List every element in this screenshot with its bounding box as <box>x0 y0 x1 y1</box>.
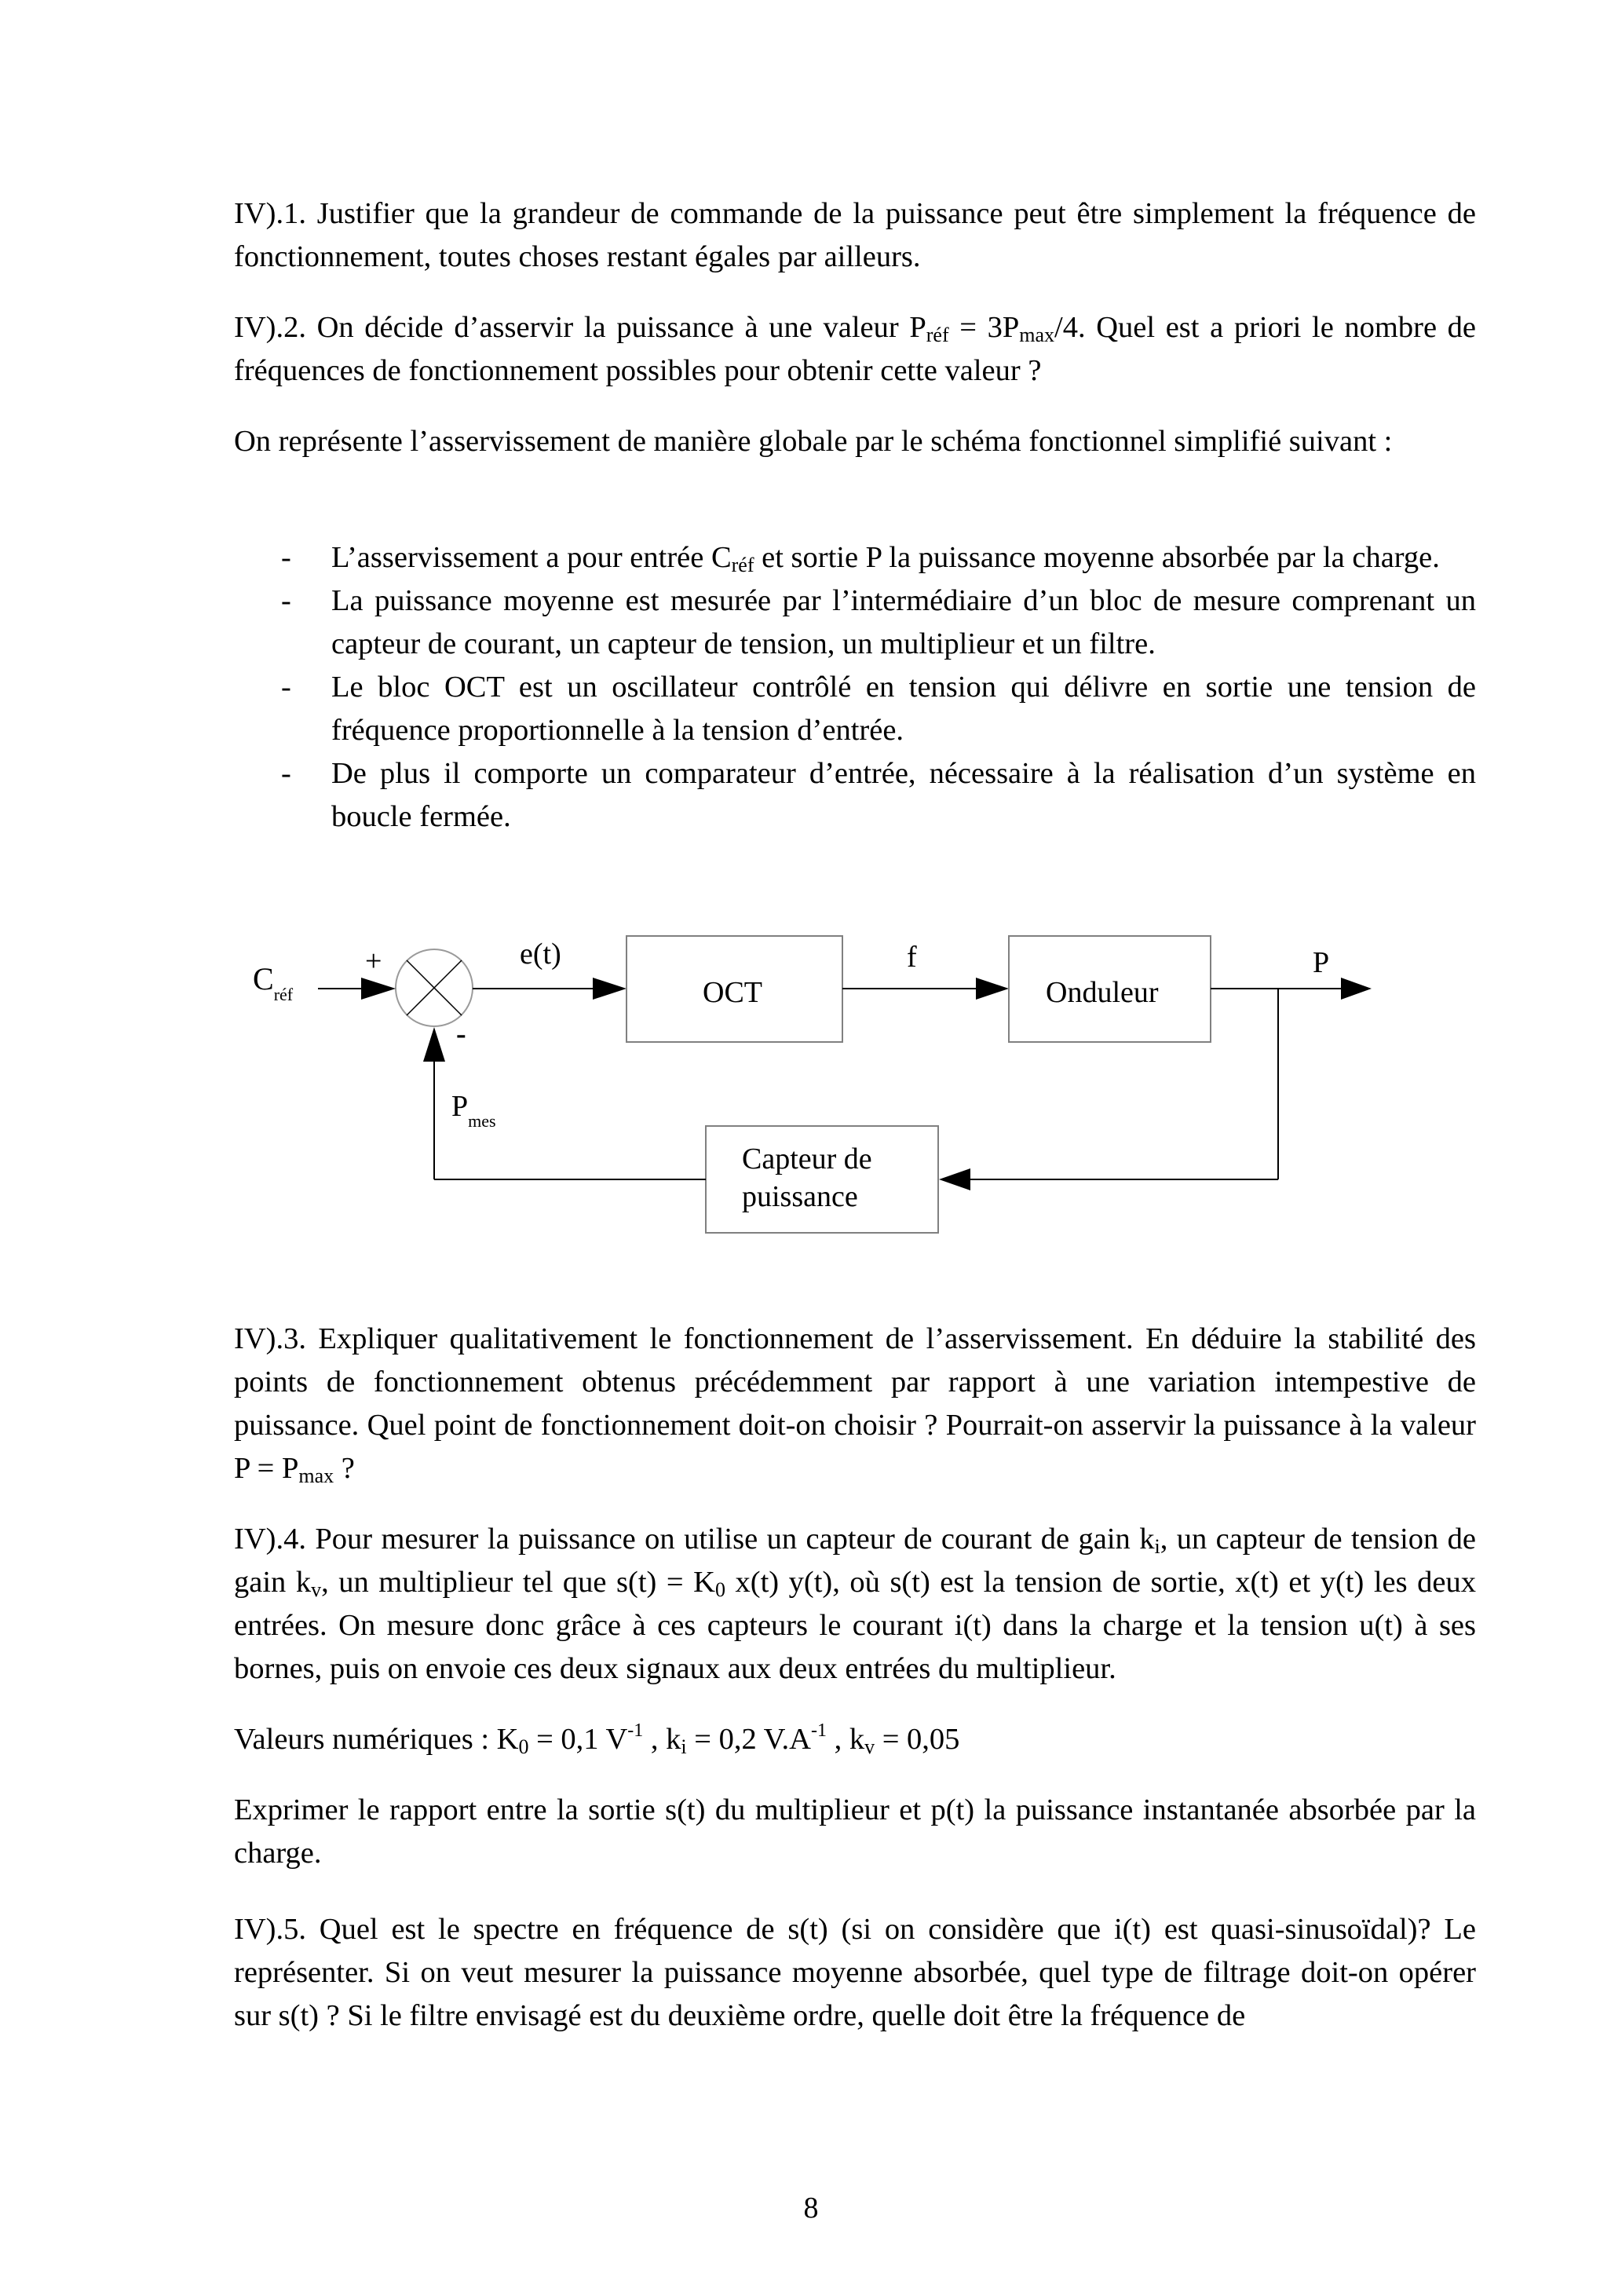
oct-block <box>627 936 842 1042</box>
output-label: P <box>1313 946 1330 979</box>
dash-marker: - <box>281 671 291 704</box>
arrow-icon <box>361 978 396 1000</box>
superscript: -1 <box>810 1720 827 1741</box>
bullet-item <box>234 579 1476 666</box>
subscript: i <box>1154 1535 1160 1558</box>
minus-sign: - <box>456 1018 466 1051</box>
bullet-text: L’asservissement a pour entrée C <box>331 541 732 574</box>
bullet-text: La puissance moyenne est mesurée par l’intermédiaire d’un bloc de mesure comprenant un capteur de courant, un capteur de tension, un multiplieur et un filtre. <box>331 584 1476 660</box>
bullet-text: De plus il comporte un comparateur d’entrée, nécessaire à la réalisation d’un système en boucle fermée. <box>331 757 1476 833</box>
arrow-icon <box>593 978 627 1000</box>
question-iv-2 <box>234 306 1476 393</box>
question-text: ? <box>334 1452 355 1485</box>
question-iv-3 <box>234 1318 1476 1490</box>
bullet-text: et sortie P la puissance moyenne absorbée par la charge. <box>754 541 1440 574</box>
arrow-icon <box>423 1027 445 1062</box>
frequency-label: f <box>907 941 917 974</box>
subscript: max <box>1019 324 1055 346</box>
onduleur-block <box>1009 936 1211 1042</box>
question-text: /4. Quel est a priori le nombre de fréquences de fonctionnement possibles pour obtenir cette valeur ? <box>234 311 1477 387</box>
values-text: Valeurs numériques : K <box>234 1723 519 1756</box>
arrow-icon <box>976 978 1009 1000</box>
numeric-values <box>234 1718 1476 1761</box>
feedback-label-pmes <box>451 1090 496 1131</box>
bullet-item <box>234 666 1476 752</box>
summing-junction-icon <box>396 949 473 1026</box>
superscript: -1 <box>627 1720 644 1741</box>
question-number: IV).1. <box>234 197 306 230</box>
question-text: x(t) y(t), où s(t) est la tension de sortie, x(t) et y(t) les deux entrées. On mesure donc grâce à ces capteurs le courant i(t) dans la charge et la tension u(t) à ses bornes, puis on envoie ces deux signaux aux deux entrées du multiplieur. <box>234 1566 1476 1685</box>
dash-marker: - <box>281 541 291 574</box>
label-text: C <box>253 961 274 996</box>
question-number: IV).3. <box>234 1322 306 1355</box>
bullet-item <box>234 752 1476 839</box>
onduleur-label: Onduleur <box>1046 976 1159 1009</box>
question-number: IV).2. <box>234 311 306 344</box>
sensor-label-line: puissance <box>742 1180 858 1213</box>
subscript: max <box>298 1464 334 1487</box>
subscript: réf <box>273 985 294 1004</box>
bullet-list <box>234 536 1476 839</box>
bullet-item <box>234 536 1476 579</box>
sensor-block <box>706 1126 938 1233</box>
subscript: v <box>864 1735 875 1758</box>
values-text: , k <box>826 1723 865 1756</box>
question-text: , un capteur de tension de gain k <box>234 1523 1477 1599</box>
oct-label: OCT <box>703 976 762 1009</box>
question-iv-4 <box>234 1518 1476 1691</box>
intro-paragraph: On représente l’asservissement de manière globale par le schéma fonctionnel simplifié suivant : <box>234 425 1393 458</box>
question-text: , un multiplieur tel que s(t) = K <box>321 1566 715 1599</box>
question-text: Expliquer qualitativement le fonctionnement de l’asservissement. En déduire la stabilité des points de fonctionnement obtenus précédemment par rapport à une variation intempestive de puissance. Quel point de fonctionnement doit-on choisir ? Pourrait-on asservir la puissance à la valeur P = P <box>234 1322 1477 1485</box>
sensor-label-line: Capteur de <box>742 1143 872 1175</box>
question-text: On décide d’asservir la puissance à une valeur P <box>316 311 926 344</box>
arrow-icon <box>939 1168 970 1190</box>
values-text: = 0,05 <box>875 1723 960 1756</box>
subscript: 0 <box>714 1578 725 1601</box>
input-label-cref <box>253 961 294 1004</box>
subscript: i <box>681 1735 687 1758</box>
plus-sign: + <box>365 945 382 978</box>
question-iv-5 <box>234 1908 1476 2038</box>
question-text: = 3P <box>948 311 1020 344</box>
question-text: Justifier que la grandeur de commande de la puissance peut être simplement la fréquence de fonctionnement, toutes choses restant égales par ailleurs. <box>234 197 1477 273</box>
sensor-label <box>742 1140 872 1216</box>
bullet-text: Le bloc OCT est un oscillateur contrôlé en tension qui délivre en sortie une tension de fréquence proportionnelle à la tension d’entrée. <box>331 671 1476 747</box>
express-paragraph: Exprimer le rapport entre la sortie s(t) du multiplieur et p(t) la puissance instantanée absorbée par la charge. <box>234 1793 1476 1870</box>
subscript: v <box>311 1578 322 1601</box>
label-text: P <box>451 1090 469 1123</box>
error-label: e(t) <box>520 938 561 971</box>
subscript: 0 <box>518 1735 529 1758</box>
subscript: mes <box>468 1111 496 1131</box>
subscript: réf <box>731 554 754 576</box>
page-number: 8 <box>803 2192 819 2225</box>
dash-marker: - <box>281 584 291 617</box>
values-text: , k <box>643 1723 681 1756</box>
values-text: = 0,2 V.A <box>686 1723 811 1756</box>
subscript: réf <box>926 324 949 346</box>
values-text: = 0,1 V <box>528 1723 628 1756</box>
question-text: Quel est le spectre en fréquence de s(t) (si on considère que i(t) est quasi-sinusoïdal)? Le représenter. Si on veut mesurer la puissance moyenne absorbée, quel type de filtrage doit-on opérer sur s(t) ? Si le filtre envisagé est du deuxième ordre, quelle doit être la fréquence de <box>234 1913 1476 2032</box>
question-text: Pour mesurer la puissance on utilise un capteur de courant de gain k <box>315 1523 1155 1556</box>
question-number: IV).5. <box>234 1913 306 1946</box>
question-iv-1 <box>234 192 1476 279</box>
question-number: IV).4. <box>234 1523 306 1556</box>
arrow-icon <box>1341 978 1372 1000</box>
dash-marker: - <box>281 757 291 790</box>
